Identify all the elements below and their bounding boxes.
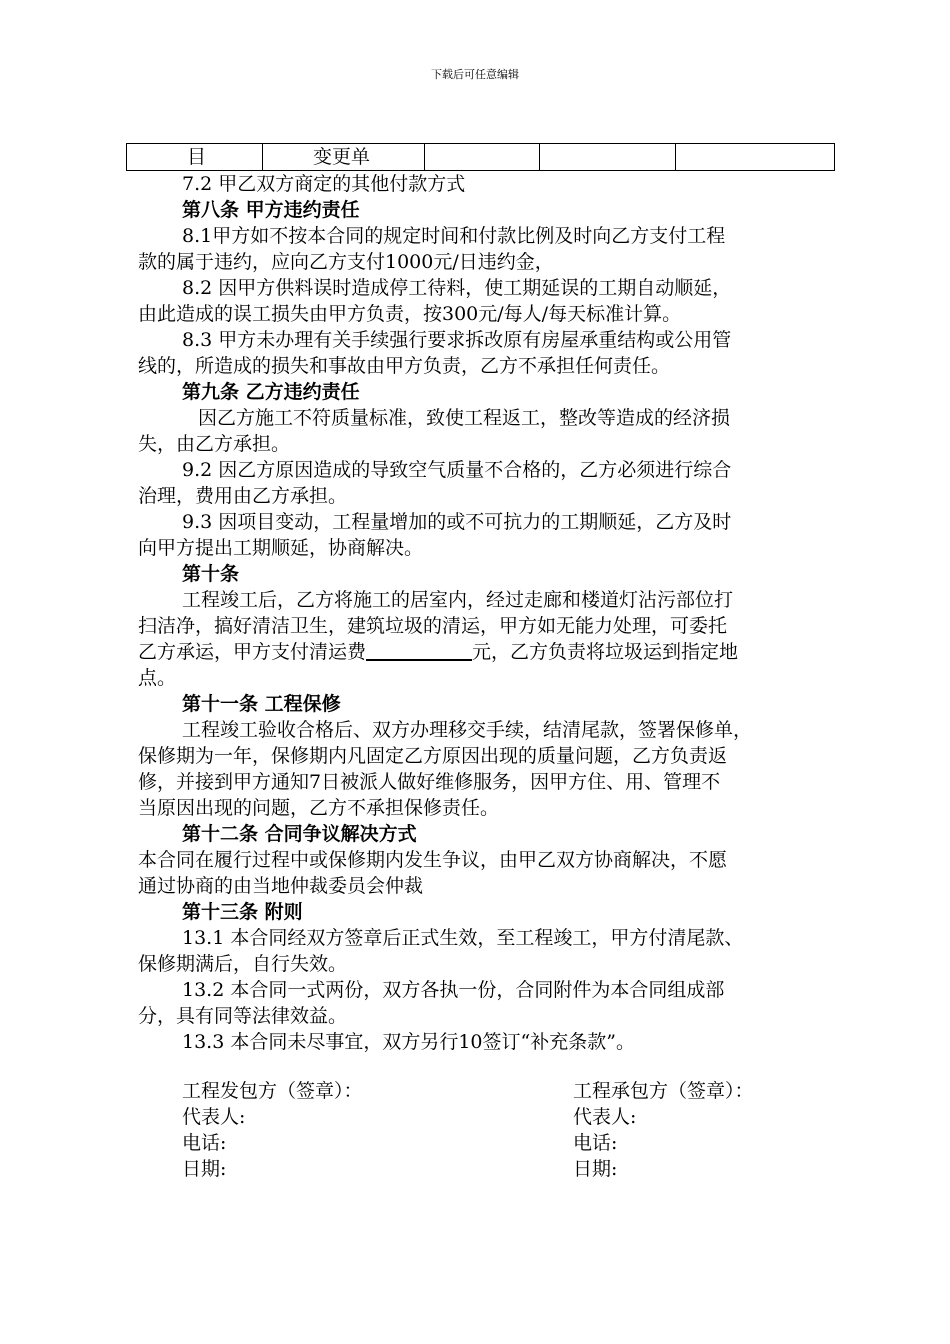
paragraph-line: 由此造成的误工损失由甲方负责，按300元/每人/每天标准计算。 <box>138 303 682 325</box>
change-table <box>126 143 835 171</box>
signature-date: 日期: <box>182 1158 227 1180</box>
fee-blank-field <box>366 639 472 661</box>
section-heading-13: 第十三条 附则 <box>182 901 303 923</box>
paragraph-line: 8.2 因甲方供料误时造成停工待料，使工期延误的工期自动顺延， <box>182 277 732 299</box>
paragraph-line: 线的，所造成的损失和事故由甲方负责，乙方不承担任何责任。 <box>138 355 671 377</box>
paragraph-line: 款的属于违约，应向乙方支付1000元/日违约金， <box>138 251 554 273</box>
table-cell <box>425 144 540 171</box>
paragraph-line: 9.2 因乙方原因造成的导致空气质量不合格的，乙方必须进行综合 <box>182 459 732 481</box>
table-cell <box>676 144 835 171</box>
paragraph-line: 分，具有同等法律效益。 <box>138 1005 348 1027</box>
paragraph-line: 13.1 本合同经双方签章后正式生效，至工程竣工，甲方付清尾款、 <box>182 927 744 949</box>
table-row <box>127 144 835 171</box>
page-header: 下载后可任意编辑 <box>431 68 519 81</box>
signature-phone: 电话: <box>573 1132 618 1154</box>
section-heading-9: 第九条 乙方违约责任 <box>182 381 360 403</box>
text-span: 乙方承运，甲方支付清运费 <box>138 641 367 663</box>
paragraph-line: 13.3 本合同未尽事宜，双方另行10签订“补充条款”。 <box>182 1031 635 1053</box>
signature-date: 日期: <box>573 1158 618 1180</box>
signature-title: 工程承包方（签章）： <box>573 1080 754 1102</box>
paragraph-line: 8.3 甲方未办理有关手续强行要求拆改原有房屋承重结构或公用管 <box>182 329 732 351</box>
signature-representative: 代表人: <box>573 1106 637 1128</box>
paragraph-line: 点。 <box>138 667 177 689</box>
section-heading-12: 第十二条 合同争议解决方式 <box>182 823 417 845</box>
contract-body <box>138 171 838 1055</box>
paragraph-line: 修，并接到甲方通知7日被派人做好维修服务，因甲方住、用、管理不 <box>138 771 721 793</box>
paragraph-line: 9.3 因项目变动，工程量增加的或不可抗力的工期顺延，乙方及时 <box>182 511 732 533</box>
paragraph-line: 保修期为一年，保修期内凡固定乙方原因出现的质量问题，乙方负责返 <box>138 745 728 767</box>
table-cell: 目 <box>127 144 263 171</box>
text-span: 元，乙方负责将垃圾运到指定地 <box>472 641 739 663</box>
paragraph-line: 因乙方施工不符质量标准，致使工程返工，整改等造成的经济损 <box>198 407 731 429</box>
signature-title: 工程发包方（签章）： <box>182 1080 363 1102</box>
paragraph-line: 保修期满后，自行失效。 <box>138 953 348 975</box>
paragraph-line: 治理，费用由乙方承担。 <box>138 485 348 507</box>
section-heading-10: 第十条 <box>182 563 240 585</box>
paragraph-line: 当原因出现的问题，乙方不承担保修责任。 <box>138 797 500 819</box>
paragraph-line: 8.1甲方如不按本合同的规定时间和付款比例及时向乙方支付工程 <box>182 225 726 247</box>
paragraph-line: 工程竣工后，乙方将施工的居室内，经过走廊和楼道灯沾污部位打 <box>182 589 734 611</box>
paragraph-line: 工程竣工验收合格后、双方办理移交手续，结清尾款，签署保修单， <box>182 719 753 741</box>
table-cell: 变更单 <box>263 144 425 171</box>
paragraph-line: 失，由乙方承担。 <box>138 433 291 455</box>
paragraph-line: 通过协商的由当地仲裁委员会仲裁 <box>138 875 424 897</box>
section-heading-8: 第八条 甲方违约责任 <box>182 199 360 221</box>
paragraph-line: 本合同在履行过程中或保修期内发生争议，由甲乙双方协商解决，不愿 <box>138 849 728 871</box>
paragraph-line: 向甲方提出工期顺延，协商解决。 <box>138 537 424 559</box>
paragraph-line: 扫洁净，搞好清洁卫生，建筑垃圾的清运，甲方如无能力处理，可委托 <box>138 615 728 637</box>
paragraph-line: 13.2 本合同一式两份，双方各执一份，合同附件为本合同组成部 <box>182 979 725 1001</box>
paragraph-line <box>138 639 838 665</box>
signature-contractor <box>573 1078 754 1182</box>
signature-representative: 代表人: <box>182 1106 246 1128</box>
paragraph-line: 7.2 甲乙双方商定的其他付款方式 <box>182 173 466 195</box>
table-cell <box>540 144 676 171</box>
signature-client <box>182 1078 363 1182</box>
section-heading-11: 第十一条 工程保修 <box>182 693 341 715</box>
signature-phone: 电话: <box>182 1132 227 1154</box>
